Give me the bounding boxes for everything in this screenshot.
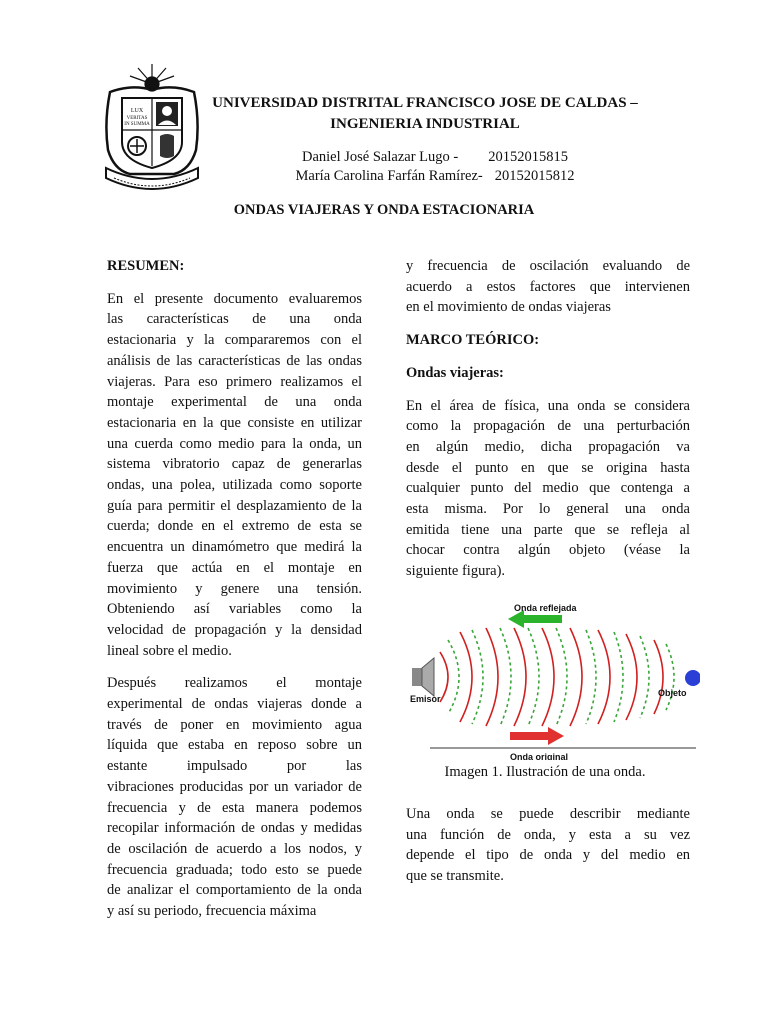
text-line: como la propagación de una perturbación — [406, 418, 690, 435]
text-line: depende el tipo de onda y del medio en — [406, 847, 690, 864]
subsection-heading-ondas: Ondas viajeras: — [406, 364, 504, 381]
text-line: Obteniendo así variables como la — [107, 601, 362, 618]
section-heading-marco: MARCO TEÓRICO: — [406, 332, 540, 349]
text-line: encuentra un dinamómetro que medirá la — [107, 539, 362, 556]
paper-title: ONDAS VIAJERAS Y ONDA ESTACIONARIA — [233, 202, 535, 218]
text-line: una cuerda como medio para la onda, un — [107, 435, 362, 452]
label-reflected-wave: Onda reflejada — [514, 603, 577, 613]
text-line: de oscilación de acuerdo a los nodos, y — [107, 840, 362, 857]
text-line: y frecuencia de oscilación evaluando de — [406, 258, 690, 274]
author-row — [250, 167, 620, 186]
original-arrow-icon — [510, 727, 564, 745]
author-code: 20152015812 — [494, 168, 575, 184]
text-line: desde el punto en que se origina hasta — [406, 459, 690, 476]
abstract-paragraph-1 — [107, 289, 362, 662]
text-line: y así su periodo, frecuencia máxima — [107, 903, 317, 920]
label-emitter: Emisor — [410, 694, 441, 704]
text-line: viajeras. Para eso primero realizamos el — [107, 373, 362, 390]
text-line: frecuencia graduada; todo esto se puede — [107, 861, 362, 878]
author-name: María Carolina Farfán Ramírez- — [295, 168, 483, 184]
figure-caption: Imagen 1. Ilustración de una onda. — [444, 764, 646, 780]
text-line: estante impulsado por las — [107, 758, 362, 775]
text-line: que se transmite. — [406, 868, 504, 885]
university-crest-logo — [100, 62, 205, 192]
text-line: frecuencia y de esta manera podemos — [107, 799, 362, 816]
text-line: las características de una onda — [107, 311, 362, 328]
label-original-wave: Onda original — [510, 752, 569, 760]
text-line: cualquier punto del medio que contenga a — [406, 480, 690, 497]
text-line: análisis de las características de las ondas — [107, 352, 362, 369]
text-line: una función de onda, y esta a su vez — [406, 826, 690, 843]
text-line: lineal sobre el medio. — [107, 642, 232, 659]
theory-paragraph-1 — [406, 396, 690, 582]
text-line: fuerza que actúa en el montaje en — [107, 559, 362, 576]
author-code: 20152015815 — [488, 149, 568, 165]
text-line: experimental de ondas viajeras donde a — [107, 696, 362, 713]
author-row — [250, 148, 620, 167]
university-name: UNIVERSIDAD DISTRITAL FRANCISCO JOSE DE CALDAS – — [212, 95, 638, 111]
abstract-continuation — [406, 256, 690, 318]
text-line: estacionaria en la que consiste en utilizar — [107, 414, 362, 431]
text-line: vibraciones producidas por un variador de — [107, 778, 362, 795]
text-line: en algún medio, dicha propagación va — [406, 438, 690, 455]
text-line: sistema vibratorio capaz de generarlas — [107, 456, 362, 473]
text-line: En el presente documento evaluaremos — [107, 290, 362, 307]
text-line: de analizar el comportamiento de la onda — [107, 882, 362, 899]
text-line: En el área de física, una onda se considera — [406, 397, 690, 414]
text-line: recopilar información de ondas y medidas — [107, 820, 362, 837]
author-name: Daniel José Salazar Lugo - — [302, 149, 459, 165]
text-line: movimiento y genere una tensión. — [107, 580, 362, 597]
faculty-name: INGENIERIA INDUSTRIAL — [330, 116, 520, 132]
right-column-lower — [406, 804, 690, 887]
text-line: ondas, una polea, utilizada como soporte — [107, 477, 362, 494]
right-column — [406, 256, 690, 582]
section-heading-resumen: RESUMEN: — [107, 258, 185, 274]
svg-text:LUX: LUX — [130, 108, 144, 114]
left-column — [107, 256, 362, 922]
text-line: montaje experimental de una onda — [107, 394, 362, 411]
svg-text:IN SUMMA: IN SUMMA — [124, 122, 150, 127]
text-line: estacionaria y la compararemos con el — [107, 332, 362, 349]
text-line: en el movimiento de ondas viajeras — [406, 299, 611, 316]
text-line: cuerda; donde en el extremo de esta se — [107, 518, 362, 535]
text-line: guía para permitir el desplazamiento de la — [107, 497, 362, 514]
text-line: chocar contra algún objeto (véase la — [406, 542, 690, 559]
text-line: Una onda se puede describir mediante — [406, 806, 690, 822]
text-line: acuerdo a estos factores que intervienen — [406, 278, 690, 295]
wave-figure — [400, 600, 700, 760]
university-header — [210, 93, 640, 135]
abstract-paragraph-2 — [107, 673, 362, 921]
object-ball-icon — [685, 670, 700, 686]
svg-text:VERITAS: VERITAS — [126, 116, 148, 121]
text-line: siguiente figura). — [406, 563, 506, 580]
text-line: emitida tiene una parte que se refleja al — [406, 521, 690, 538]
text-line: Después realizamos el montaje — [107, 675, 362, 692]
authors-block — [250, 148, 620, 186]
text-line: velocidad de propagación y la densidad — [107, 621, 362, 638]
text-line: líquida que estaba en reposo sobre un — [107, 737, 362, 754]
text-line: esta misma. Por lo general una onda — [406, 501, 690, 518]
emitter-speaker-icon — [412, 658, 434, 696]
text-line: través de poner en movimiento agua — [107, 716, 362, 733]
label-object: Objeto — [658, 688, 687, 698]
theory-paragraph-2 — [406, 804, 690, 887]
